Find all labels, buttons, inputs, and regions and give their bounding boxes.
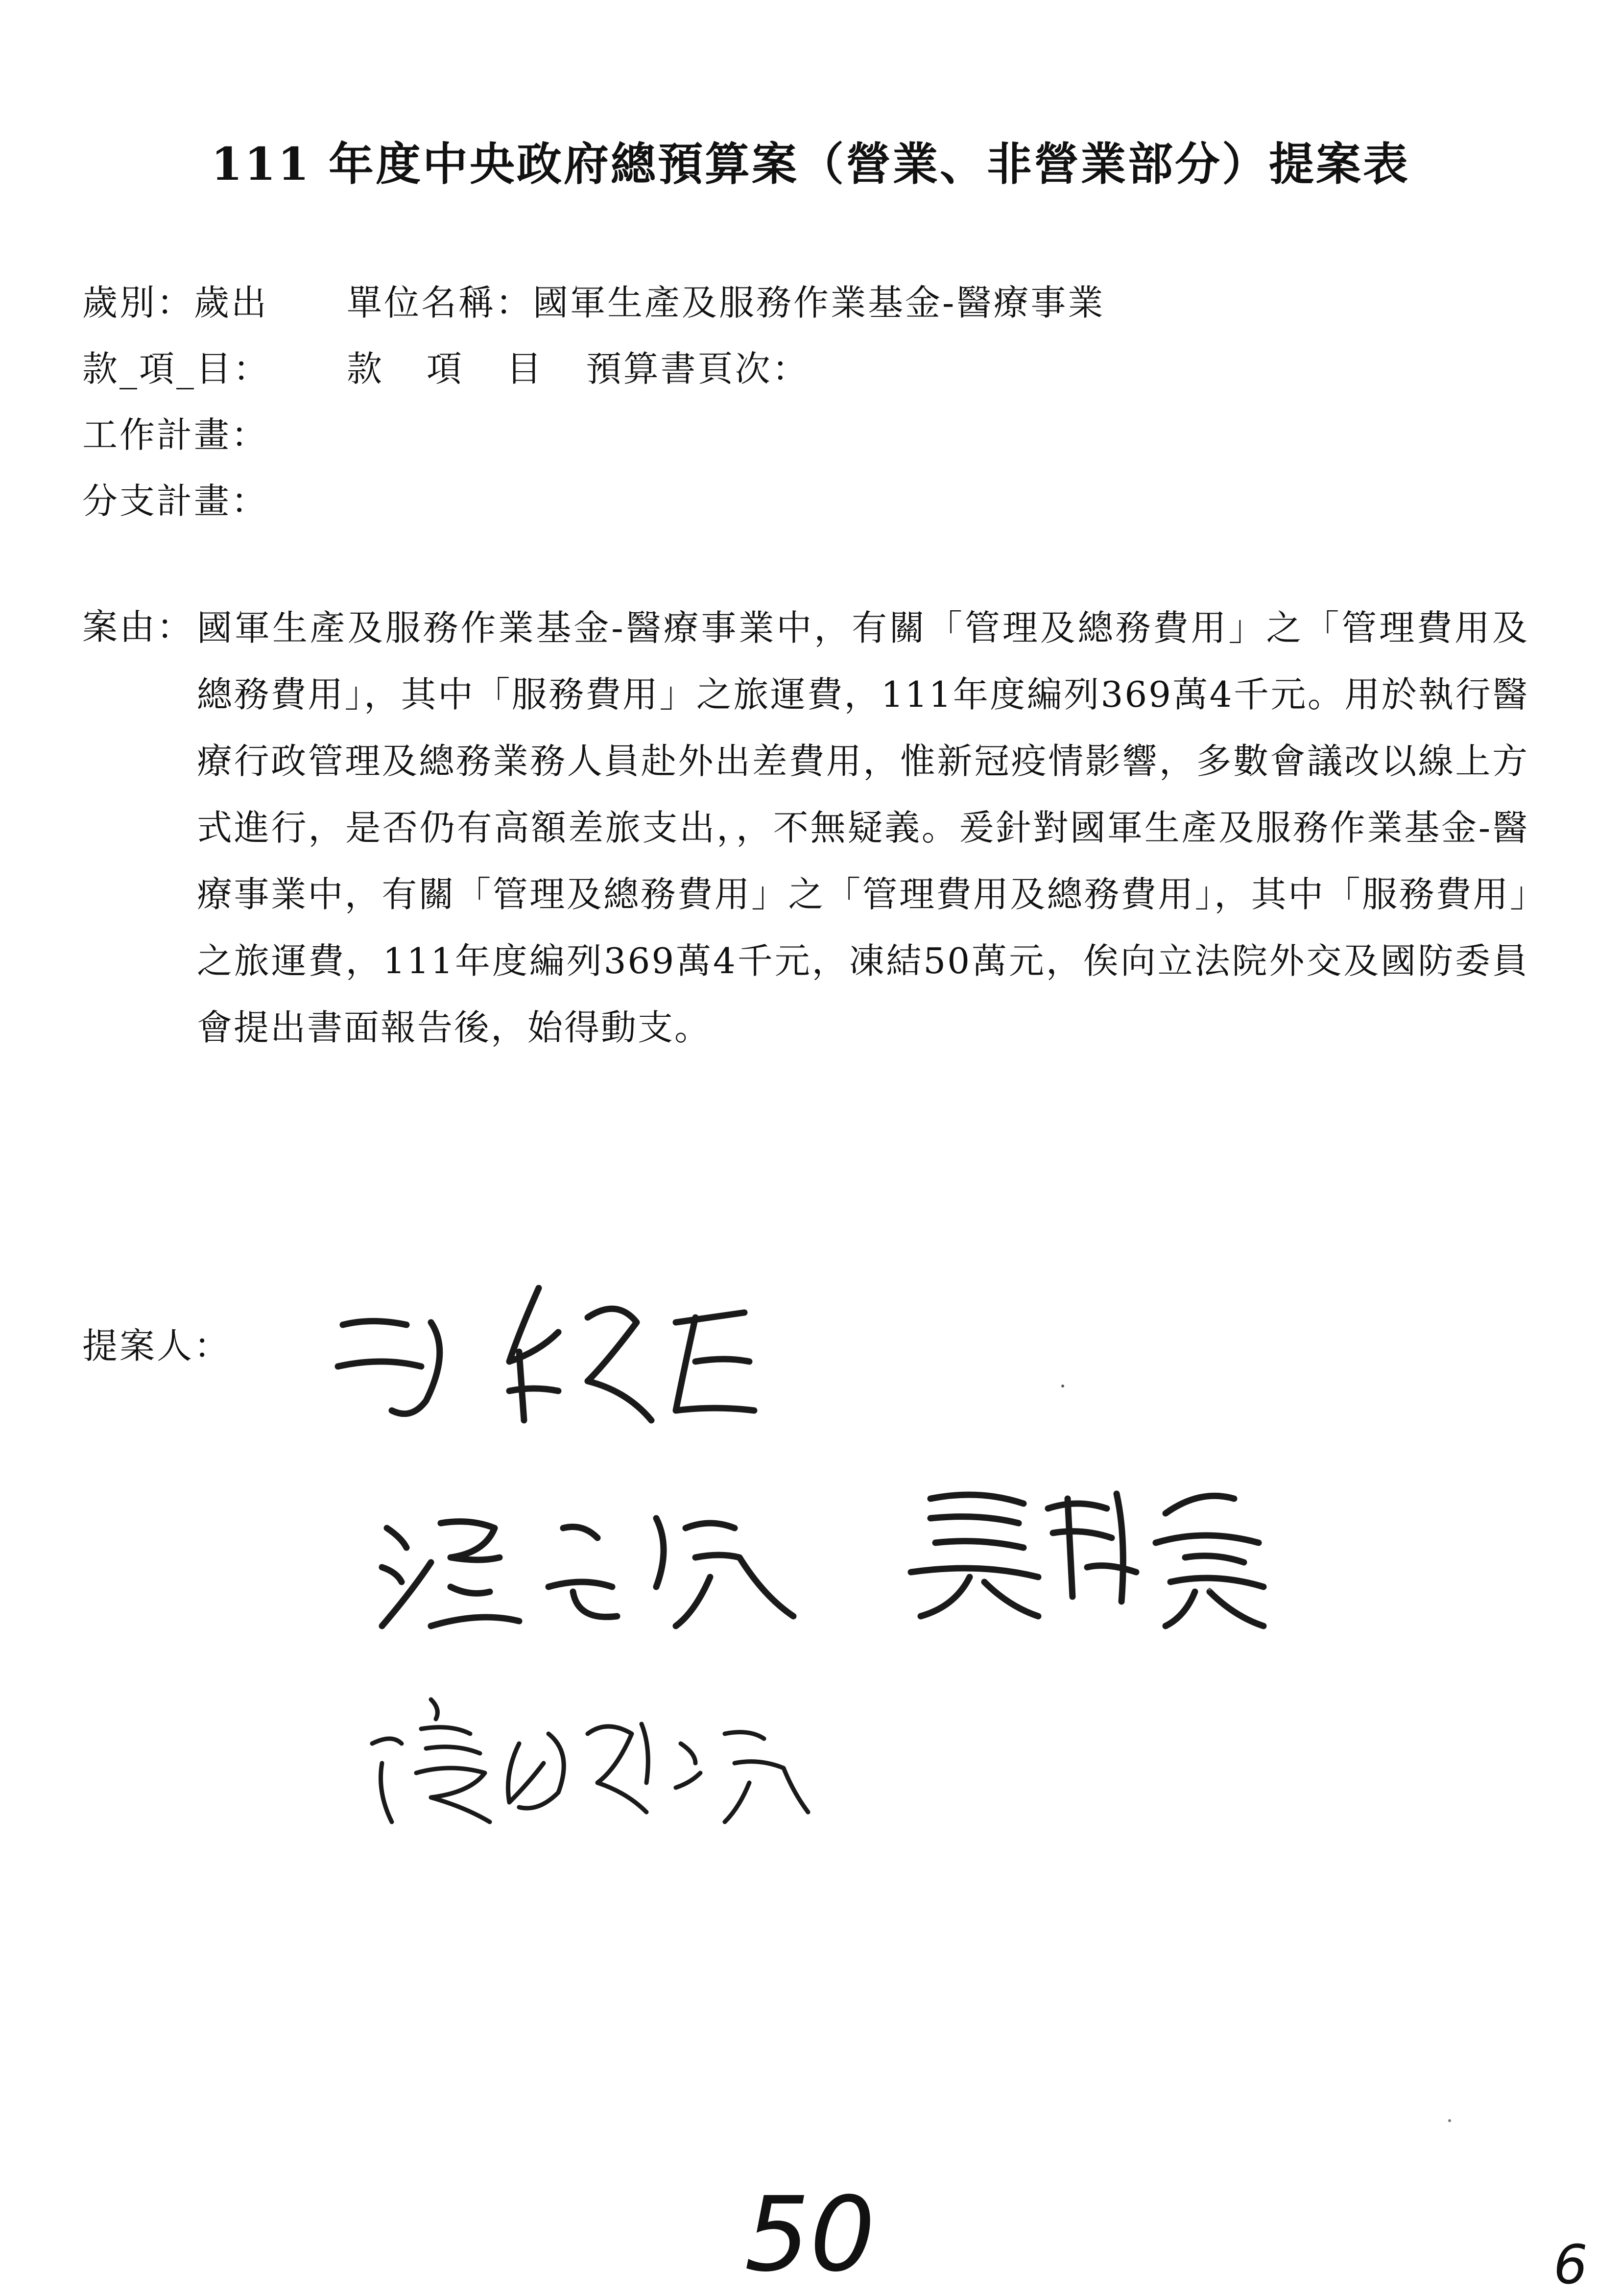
case-label: 案由：	[82, 606, 194, 647]
work-plan-label: 工作計畫：	[82, 414, 269, 455]
signature-3	[911, 1494, 1263, 1626]
proposer-label: 提案人：	[82, 1325, 232, 1366]
kxm-label: 款_項_目：	[82, 348, 271, 389]
page-number: 6	[1553, 2233, 1588, 2296]
category-text: 歲別：歲出	[82, 282, 269, 323]
scan-dot	[1448, 2119, 1451, 2122]
scan-dot	[1061, 1385, 1064, 1387]
handwritten-number: 50	[744, 2175, 876, 2295]
branch-plan-label: 分支計畫：	[82, 480, 269, 522]
signature-4	[372, 1699, 808, 1822]
case-text: 國軍生產及服務作業基金-醫療事業中，有關「管理及總務費用」之「管理費用及總務費用」，其中「服務費用」之旅運費，111年度編列369萬4千元。用於執行醫療行政管理及總務業務人員赴外出差費用，惟新冠疫情影響，多數會議改以線上方式進行，是否仍有高額差旅支出，，不無疑義。爰針對國軍生產及服務作業基金-醫療事業中，有關「管理及總務費用」之「管理費用及總務費用」，其中「服務費用」之旅運費，111年度編列369萬4千元，凍結50萬元，俟向立法院外交及國防委員會提出書面報告後，始得動支。	[197, 607, 1529, 1048]
signature-2	[382, 1518, 793, 1626]
unit-name: 單位名稱：國軍生產及服務作業基金-醫療事業	[347, 282, 1105, 323]
signature-1	[338, 1288, 754, 1420]
document-title: 111 年度中央政府總預算案（營業、非營業部分）提案表	[211, 138, 1410, 191]
scan-dot	[1208, 1588, 1211, 1591]
kxm-values: 款 項 目 預算書頁次：	[347, 348, 810, 389]
